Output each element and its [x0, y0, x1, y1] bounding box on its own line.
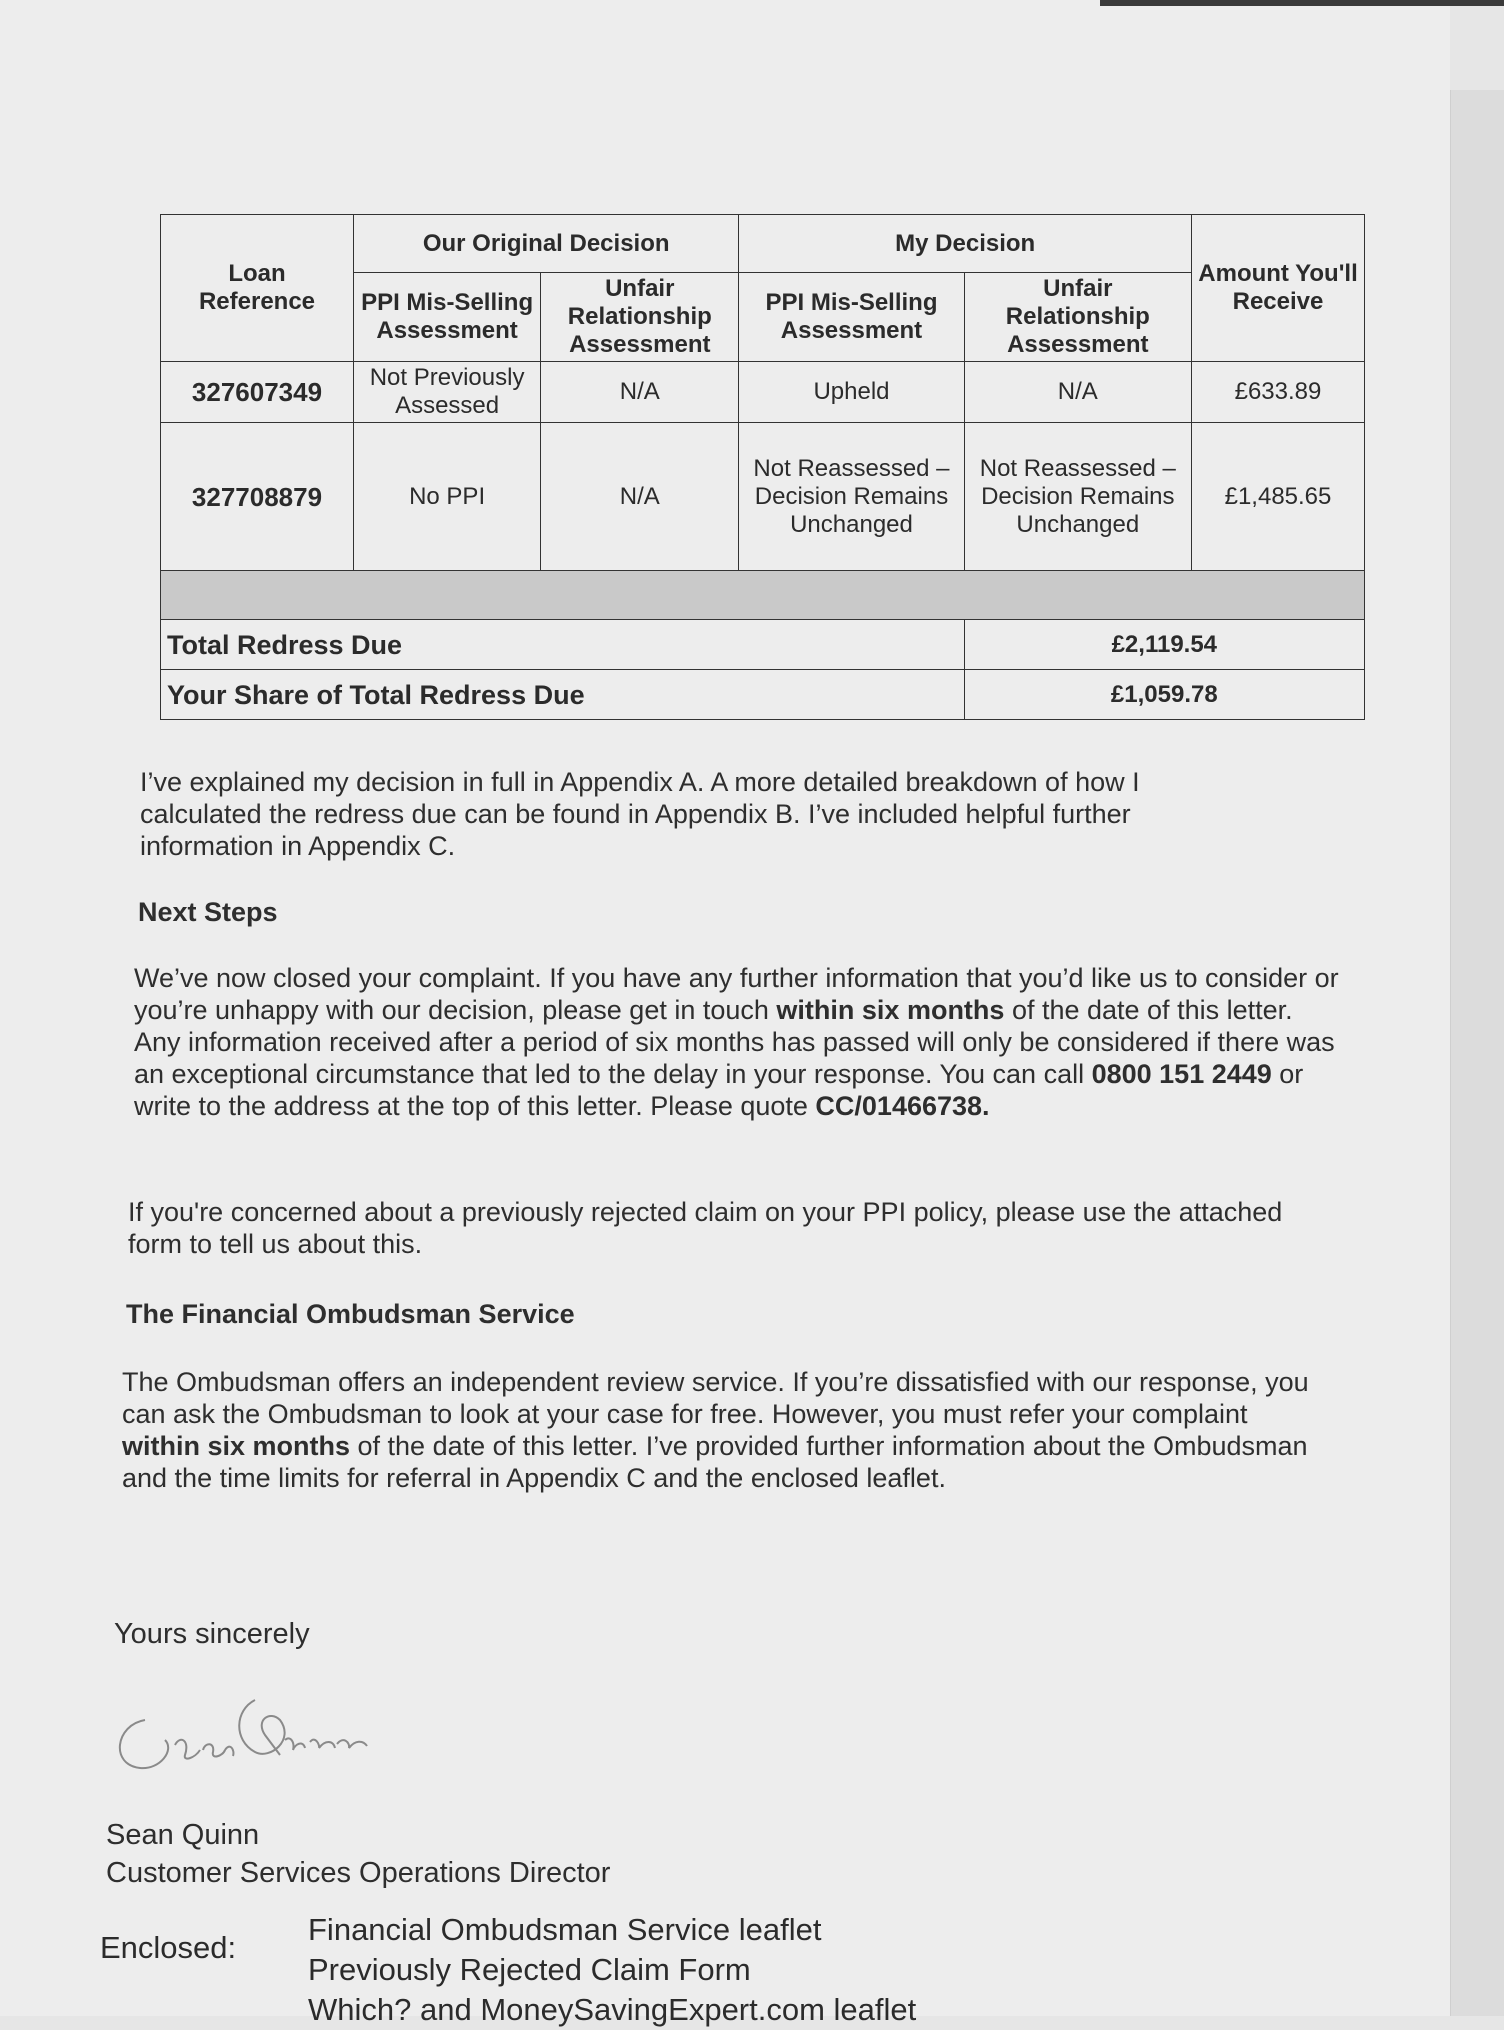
orig-ppi-cell: No PPI — [354, 423, 541, 571]
my-ppi-cell: Upheld — [739, 362, 964, 423]
orig-ppi-cell: Not Previously Assessed — [354, 362, 541, 423]
background-strip — [1100, 0, 1504, 6]
amount-cell: £1,485.65 — [1192, 423, 1365, 571]
orig-unfair-cell: N/A — [541, 362, 739, 423]
loan-ref: 327708879 — [161, 423, 354, 571]
orig-unfair-cell: N/A — [541, 423, 739, 571]
share-value: £1,059.78 — [964, 670, 1364, 720]
loan-ref: 327607349 — [161, 362, 354, 423]
header-original-decision: Our Original Decision — [354, 215, 739, 273]
header-my-unfair: Unfair Relationship Assessment — [964, 273, 1191, 362]
header-orig-ppi: PPI Mis-Selling Assessment — [354, 273, 541, 362]
ombudsman-paragraph: The Ombudsman offers an independent review service. If you’re dissatisfied with our response, you can ask the Ombudsman to look at your case for free. However, you must refer your complaint within six months of the date of this letter. I’ve provided further information about the Ombudsman and the time limits for referral in Appendix C and the enclosed leaflet. — [122, 1367, 1309, 1493]
appendix-paragraph: I’ve explained my decision in full in Appendix A. A more detailed breakdown of how I calculated the redress due can be found in Appendix B. I’ve included helpful further information in Appendix C. — [140, 767, 1140, 861]
enclosed-item: Which? and MoneySavingExpert.com leaflet — [308, 1992, 917, 2027]
header-amount: Amount You'll Receive — [1192, 215, 1365, 362]
header-loan-reference: Loan Reference — [161, 215, 354, 362]
my-unfair-cell: N/A — [964, 362, 1191, 423]
grey-separator-row — [161, 571, 1365, 620]
share-row — [161, 670, 1365, 720]
redress-table — [160, 214, 1365, 720]
complaint-reference: CC/01466738. — [815, 1091, 990, 1121]
header-my-ppi: PPI Mis-Selling Assessment — [739, 273, 964, 362]
table-row — [161, 362, 1365, 423]
header-orig-unfair: Unfair Relationship Assessment — [541, 273, 739, 362]
enclosed-item: Financial Ombudsman Service leaflet — [308, 1912, 822, 1947]
page-edge — [1450, 90, 1504, 2016]
total-value: £2,119.54 — [964, 620, 1364, 670]
total-label: Total Redress Due — [161, 620, 965, 670]
my-unfair-cell: Not Reassessed – Decision Remains Unchanged — [964, 423, 1191, 571]
ombudsman-heading: The Financial Ombudsman Service — [126, 1299, 575, 1329]
signer-name: Sean Quinn — [106, 1819, 260, 1851]
enclosed-label: Enclosed: — [100, 1930, 237, 1965]
next-steps-paragraph: We’ve now closed your complaint. If you have any further information that you’d like us to consider or you’re unhappy with our decision, please get in touch within six months of the date of this letter. Any information received after a period of six months has passed will only be considered if there was an exceptional circumstance that led to the delay in your response. You can call 0800 151 2449 or write to the address at the top of this letter. Please quote CC/01466738. — [134, 963, 1339, 1121]
signature — [105, 1680, 405, 1790]
signer-block — [106, 1816, 610, 1892]
share-label: Your Share of Total Redress Due — [161, 670, 965, 720]
my-ppi-cell: Not Reassessed – Decision Remains Unchanged — [739, 423, 964, 571]
enclosed-item: Previously Rejected Claim Form — [308, 1952, 751, 1987]
header-my-decision: My Decision — [739, 215, 1192, 273]
signer-title: Customer Services Operations Director — [106, 1857, 611, 1889]
phone-number: 0800 151 2449 — [1091, 1059, 1272, 1089]
enclosed-list — [308, 1910, 916, 2030]
rejected-claim-paragraph: If you're concerned about a previously rejected claim on your PPI policy, please use the attached form to tell us about this. — [128, 1197, 1283, 1259]
amount-cell: £633.89 — [1192, 362, 1365, 423]
closing: Yours sincerely — [114, 1618, 310, 1650]
next-steps-heading: Next Steps — [138, 897, 278, 927]
total-row — [161, 620, 1365, 670]
table-row — [161, 423, 1365, 571]
